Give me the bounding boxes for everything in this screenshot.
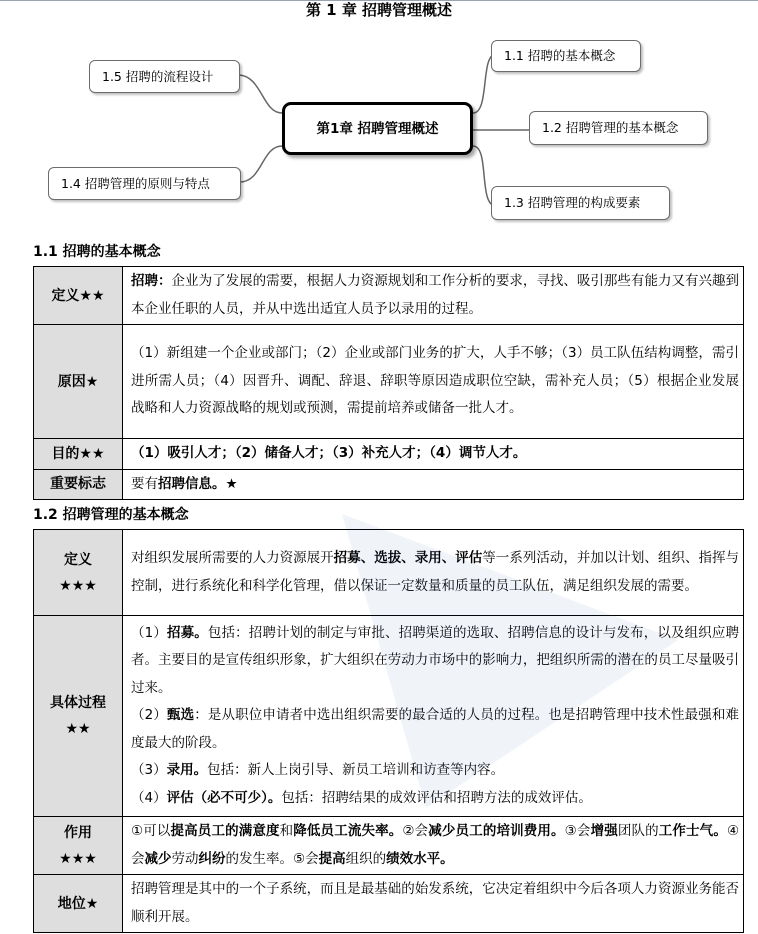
row-key-goal: 目的★★	[34, 439, 123, 470]
text: 包括：新人上岗引导、新员工培训和访查等内容。	[207, 762, 505, 779]
section-heading-1-1: 1.1 招聘的基本概念	[33, 244, 161, 260]
row-value-reason: （1）新组建一个企业或部门；（2）企业或部门业务的扩大，人手不够；（3）员工队伍结构调整，需引进所需人员；（4）因晋升、调配、辞退、辞职等原因造成职位空缺，需补充人员；（5）根据企业发展战略和人力资源战略的规划或预测，需提前培养或储备一批人才。	[123, 325, 744, 439]
row-value-goal: （1）吸引人才；（2）储备人才；（3）补充人才；（4）调节人才。	[123, 439, 744, 470]
text: （3）	[131, 762, 167, 779]
table-row	[34, 530, 744, 616]
row-key-definition: 定义★★	[34, 267, 123, 325]
table-row	[34, 325, 744, 439]
text: ①可以	[131, 823, 171, 839]
text: （2）	[131, 707, 167, 724]
text: 组织的	[345, 850, 387, 867]
key-label: 作用	[64, 824, 92, 841]
table-row	[34, 616, 744, 817]
text: ④会	[131, 823, 740, 867]
text: ③会	[564, 823, 591, 839]
table-1-1	[33, 266, 744, 500]
row-value-process	[123, 616, 744, 817]
text: ②会	[402, 823, 429, 839]
row-key-definition	[34, 530, 123, 616]
bold-text: 减少	[144, 850, 172, 867]
mindmap-node-1-1: 1.1 招聘的基本概念	[491, 40, 641, 72]
mindmap-node-1-2: 1.2 招聘管理的基本概念	[529, 111, 708, 145]
table-row	[34, 439, 744, 470]
bold-text: 评估（必不可少）。	[166, 789, 282, 806]
row-key-reason: 原因★	[34, 325, 123, 439]
bold-text: 提高	[318, 850, 346, 867]
key-label: 定义	[64, 551, 92, 568]
bold-text: 纠纷	[198, 850, 226, 867]
text: 对组织发展所需要的人力资源展开	[131, 550, 334, 566]
bold-text: 增强	[590, 823, 618, 839]
bold-text: 绩效水平。	[386, 850, 454, 867]
text: 包括：招聘计划的制定与审批、招聘渠道的选取、招聘信息的设计与发布，以及组织应聘者。主要目的是宣传组织形象，扩大组织在劳动力市场中的影响力，把组织所需的潜在的员工尽量吸引过来。	[131, 624, 740, 696]
table-row	[34, 817, 744, 875]
text: 等一系列活动，并加以计划、组织、指挥与控制，进行系统化和科学化管理，借以保证一定数量和质量的员工队伍，满足组织发展的需要。	[131, 550, 740, 594]
chapter-title: 第 1 章 招聘管理概述	[305, 1, 453, 19]
key-stars: ★★★	[59, 577, 97, 594]
term-bold: 招聘：	[131, 273, 172, 289]
key-stars: ★★	[65, 721, 91, 737]
row-key-process	[34, 616, 123, 817]
mind-map	[0, 18, 758, 240]
bold-text: 招募、选拔、录用、评估	[333, 550, 483, 566]
key-label: 具体过程	[50, 695, 106, 711]
text: 的发生率。⑤会	[225, 850, 319, 867]
text: （1）	[131, 624, 167, 641]
mindmap-node-1-5: 1.5 招聘的流程设计	[89, 60, 240, 93]
text: 和	[279, 823, 294, 839]
text: 包括：招聘结果的成效评估和招聘方法的成效评估。	[281, 789, 592, 806]
bold-text: 录用。	[166, 762, 208, 779]
table-row	[34, 267, 744, 325]
mindmap-node-1-3: 1.3 招聘管理的构成要素	[491, 186, 670, 220]
mindmap-center-node: 第1章 招聘管理概述	[282, 102, 473, 155]
table-row	[34, 875, 744, 933]
mindmap-node-1-4: 1.4 招聘管理的原则与特点	[48, 167, 241, 200]
flag-text: 要有	[131, 475, 158, 492]
table-1-2	[33, 529, 744, 933]
key-stars: ★★★	[59, 850, 97, 867]
row-key-flag: 重要标志	[34, 469, 123, 500]
section-heading-1-2: 1.2 招聘管理的基本概念	[33, 507, 189, 523]
bold-text: 降低员工流失率。	[293, 823, 403, 839]
text: ：是从职位申请者中选出组织需要的最合适的人员的过程。也是招聘管理中技术性最强和难度最大的阶段。	[131, 707, 740, 751]
bold-text: 提高员工的满意度	[170, 823, 280, 839]
text: （4）	[131, 789, 167, 806]
text: 劳动	[171, 850, 199, 867]
table-row	[34, 469, 744, 500]
bold-text: 招募。	[166, 624, 208, 641]
flag-bold: 招聘信息。★	[158, 475, 238, 492]
row-key-effect	[34, 817, 123, 875]
row-value-flag	[123, 469, 744, 500]
process-step	[131, 702, 739, 757]
process-step	[131, 757, 739, 785]
row-value-definition	[123, 267, 744, 325]
bold-text: 工作士气。	[658, 823, 727, 839]
row-value-effect	[123, 817, 744, 875]
definition-text: 企业为了发展的需要，根据人力资源规划和工作分析的要求，寻找、吸引那些有能力又有兴趣到本企业任职的人员，并从中选出适宜人员予以录用的过程。	[131, 273, 740, 317]
bold-text: 减少员工的培训费用。	[428, 823, 565, 839]
row-key-position: 地位★	[34, 875, 123, 933]
bold-text: 甄选	[166, 707, 195, 724]
process-step	[131, 620, 739, 703]
row-value-position: 招聘管理是其中的一个子系统，而且是最基础的始发系统，它决定着组织中今后各项人力资源业务能否顺利开展。	[123, 875, 744, 933]
process-step	[131, 785, 739, 813]
text: 团队的	[617, 823, 659, 839]
row-value-definition	[123, 530, 744, 616]
